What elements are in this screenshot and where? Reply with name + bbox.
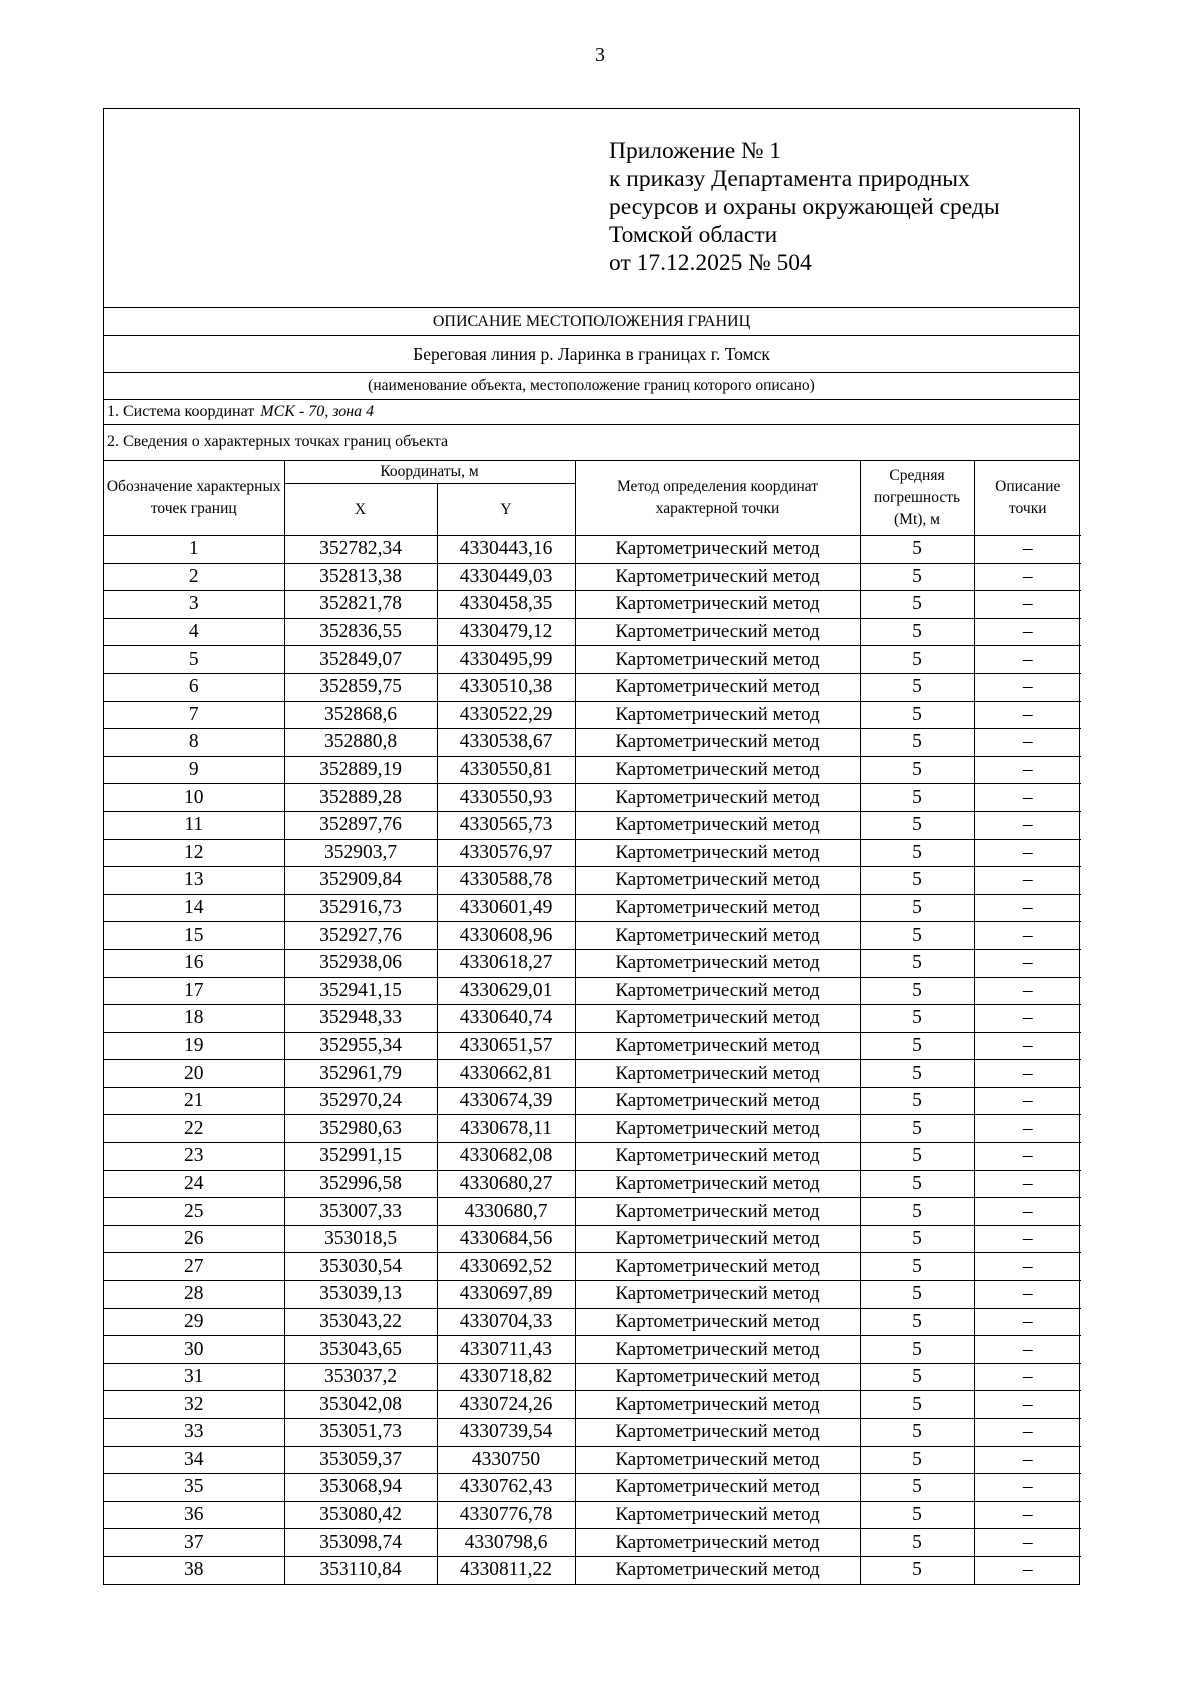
table-row [104,1363,1081,1391]
point-number-cell: 2 [104,563,284,591]
description-cell: – [974,1308,1081,1336]
method-cell: Картометрический метод [575,811,860,839]
method-cell: Картометрический метод [575,1281,860,1309]
error-cell: 5 [860,1529,974,1557]
method-cell: Картометрический метод [575,894,860,922]
description-cell: – [974,811,1081,839]
description-cell: – [974,1501,1081,1529]
x-coordinate-cell: 352909,84 [284,867,437,895]
y-coordinate-cell: 4330588,78 [437,867,575,895]
point-number-cell: 23 [104,1143,284,1171]
description-cell: – [974,1556,1081,1583]
x-coordinate-cell: 353030,54 [284,1253,437,1281]
y-coordinate-cell: 4330692,52 [437,1253,575,1281]
y-coordinate-cell: 4330629,01 [437,977,575,1005]
y-coordinate-cell: 4330601,49 [437,894,575,922]
appendix-line: к приказу Департамента природных [609,166,970,192]
method-cell: Картометрический метод [575,729,860,757]
method-cell: Картометрический метод [575,563,860,591]
table-row [104,839,1081,867]
method-cell: Картометрический метод [575,839,860,867]
error-cell: 5 [860,591,974,619]
table-row [104,591,1081,619]
y-coordinate-cell: 4330682,08 [437,1143,575,1171]
point-number-cell: 10 [104,784,284,812]
y-coordinate-cell: 4330538,67 [437,729,575,757]
point-number-cell: 26 [104,1225,284,1253]
description-cell: – [974,867,1081,895]
x-coordinate-cell: 353110,84 [284,1556,437,1583]
y-coordinate-cell: 4330711,43 [437,1336,575,1364]
error-cell: 5 [860,756,974,784]
table-row [104,784,1081,812]
error-cell: 5 [860,729,974,757]
description-cell: – [974,1253,1081,1281]
description-cell: – [974,618,1081,646]
table-row [104,729,1081,757]
point-number-cell: 3 [104,591,284,619]
description-cell: – [974,563,1081,591]
x-coordinate-cell: 353039,13 [284,1281,437,1309]
error-cell: 5 [860,1253,974,1281]
y-coordinate-cell: 4330565,73 [437,811,575,839]
y-coordinate-cell: 4330550,93 [437,784,575,812]
method-cell: Картометрический метод [575,1032,860,1060]
description-cell: – [974,1225,1081,1253]
coordinate-system-value: МСК - 70, зона 4 [260,403,375,420]
error-cell: 5 [860,563,974,591]
x-coordinate-cell: 353037,2 [284,1363,437,1391]
method-cell: Картометрический метод [575,1419,860,1447]
x-coordinate-cell: 353059,37 [284,1446,437,1474]
x-coordinate-cell: 352916,73 [284,894,437,922]
x-coordinate-cell: 352941,15 [284,977,437,1005]
table-row [104,922,1081,950]
error-cell: 5 [860,1005,974,1033]
y-coordinate-cell: 4330762,43 [437,1474,575,1502]
description-cell: – [974,1005,1081,1033]
y-coordinate-cell: 4330651,57 [437,1032,575,1060]
header-description: Описание точки [974,461,1081,536]
table-row [104,1032,1081,1060]
x-coordinate-cell: 352782,34 [284,536,437,564]
point-number-cell: 4 [104,618,284,646]
method-cell: Картометрический метод [575,949,860,977]
point-number-cell: 27 [104,1253,284,1281]
y-coordinate-cell: 4330443,16 [437,536,575,564]
point-number-cell: 33 [104,1419,284,1447]
section-2-label: 2. Сведения о характерных точках границ объекта [104,425,1079,461]
x-coordinate-cell: 352927,76 [284,922,437,950]
description-cell: – [974,1032,1081,1060]
point-number-cell: 34 [104,1446,284,1474]
y-coordinate-cell: 4330704,33 [437,1308,575,1336]
page-number: 3 [595,44,605,66]
table-row [104,1336,1081,1364]
point-number-cell: 31 [104,1363,284,1391]
x-coordinate-cell: 353043,22 [284,1308,437,1336]
y-coordinate-cell: 4330510,38 [437,673,575,701]
description-cell: – [974,1087,1081,1115]
table-row [104,1474,1081,1502]
description-cell: – [974,1336,1081,1364]
y-coordinate-cell: 4330776,78 [437,1501,575,1529]
method-cell: Картометрический метод [575,784,860,812]
x-coordinate-cell: 352970,24 [284,1087,437,1115]
points-table [104,461,1081,1584]
point-number-cell: 20 [104,1060,284,1088]
y-coordinate-cell: 4330697,89 [437,1281,575,1309]
error-cell: 5 [860,1115,974,1143]
error-cell: 5 [860,1501,974,1529]
header-x: X [284,484,437,536]
x-coordinate-cell: 353051,73 [284,1419,437,1447]
x-coordinate-cell: 352903,7 [284,839,437,867]
x-coordinate-cell: 353068,94 [284,1474,437,1502]
table-row [104,1060,1081,1088]
method-cell: Картометрический метод [575,1198,860,1226]
method-cell: Картометрический метод [575,1391,860,1419]
error-cell: 5 [860,618,974,646]
error-cell: 5 [860,922,974,950]
error-cell: 5 [860,1556,974,1583]
method-cell: Картометрический метод [575,1143,860,1171]
point-number-cell: 36 [104,1501,284,1529]
table-row [104,536,1081,564]
table-row [104,867,1081,895]
y-coordinate-cell: 4330674,39 [437,1087,575,1115]
x-coordinate-cell: 352996,58 [284,1170,437,1198]
point-number-cell: 14 [104,894,284,922]
method-cell: Картометрический метод [575,1474,860,1502]
description-cell: – [974,839,1081,867]
error-cell: 5 [860,701,974,729]
method-cell: Картометрический метод [575,1363,860,1391]
table-row [104,1529,1081,1557]
description-cell: – [974,1419,1081,1447]
y-coordinate-cell: 4330662,81 [437,1060,575,1088]
error-cell: 5 [860,1474,974,1502]
appendix-line: от 17.12.2025 № 504 [609,250,812,276]
error-cell: 5 [860,1419,974,1447]
y-coordinate-cell: 4330739,54 [437,1419,575,1447]
method-cell: Картометрический метод [575,1253,860,1281]
method-cell: Картометрический метод [575,1501,860,1529]
header-method: Метод определения координат характерной точки [575,461,860,536]
description-cell: – [974,922,1081,950]
point-number-cell: 7 [104,701,284,729]
description-cell: – [974,646,1081,674]
header-error: Средняя погрешность (Mt), м [860,461,974,536]
method-cell: Картометрический метод [575,673,860,701]
error-cell: 5 [860,839,974,867]
y-coordinate-cell: 4330718,82 [437,1363,575,1391]
error-cell: 5 [860,1225,974,1253]
table-row [104,1446,1081,1474]
method-cell: Картометрический метод [575,1115,860,1143]
method-cell: Картометрический метод [575,1308,860,1336]
description-cell: – [974,1115,1081,1143]
method-cell: Картометрический метод [575,591,860,619]
x-coordinate-cell: 353018,5 [284,1225,437,1253]
x-coordinate-cell: 352880,8 [284,729,437,757]
method-cell: Картометрический метод [575,1336,860,1364]
point-number-cell: 32 [104,1391,284,1419]
method-cell: Картометрический метод [575,646,860,674]
appendix-line: Томской области [609,222,778,248]
table-row [104,1170,1081,1198]
y-coordinate-cell: 4330750 [437,1446,575,1474]
error-cell: 5 [860,1281,974,1309]
table-row [104,701,1081,729]
method-cell: Картометрический метод [575,1170,860,1198]
table-row [104,949,1081,977]
x-coordinate-cell: 352961,79 [284,1060,437,1088]
header-coordinates: Координаты, м [284,461,575,484]
y-coordinate-cell: 4330495,99 [437,646,575,674]
method-cell: Картометрический метод [575,1087,860,1115]
error-cell: 5 [860,1170,974,1198]
y-coordinate-cell: 4330550,81 [437,756,575,784]
point-number-cell: 28 [104,1281,284,1309]
object-name: Береговая линия р. Ларинка в границах г. Томск [104,336,1079,373]
point-number-cell: 25 [104,1198,284,1226]
method-cell: Картометрический метод [575,977,860,1005]
table-row [104,1391,1081,1419]
method-cell: Картометрический метод [575,1446,860,1474]
description-cell: – [974,1474,1081,1502]
description-cell: – [974,977,1081,1005]
method-cell: Картометрический метод [575,1005,860,1033]
x-coordinate-cell: 353080,42 [284,1501,437,1529]
description-cell: – [974,729,1081,757]
description-cell: – [974,1281,1081,1309]
x-coordinate-cell: 352980,63 [284,1115,437,1143]
point-number-cell: 13 [104,867,284,895]
x-coordinate-cell: 352948,33 [284,1005,437,1033]
error-cell: 5 [860,784,974,812]
x-coordinate-cell: 352813,38 [284,563,437,591]
x-coordinate-cell: 353007,33 [284,1198,437,1226]
coordinate-system-label: 1. Система координат [107,403,255,420]
point-number-cell: 19 [104,1032,284,1060]
x-coordinate-cell: 352849,07 [284,646,437,674]
x-coordinate-cell: 352859,75 [284,673,437,701]
x-coordinate-cell: 352889,19 [284,756,437,784]
y-coordinate-cell: 4330618,27 [437,949,575,977]
y-coordinate-cell: 4330522,29 [437,701,575,729]
point-number-cell: 1 [104,536,284,564]
x-coordinate-cell: 352836,55 [284,618,437,646]
point-number-cell: 6 [104,673,284,701]
error-cell: 5 [860,1446,974,1474]
description-cell: – [974,701,1081,729]
point-number-cell: 21 [104,1087,284,1115]
point-number-cell: 22 [104,1115,284,1143]
error-cell: 5 [860,673,974,701]
x-coordinate-cell: 352955,34 [284,1032,437,1060]
method-cell: Картометрический метод [575,1529,860,1557]
point-number-cell: 35 [104,1474,284,1502]
method-cell: Картометрический метод [575,618,860,646]
error-cell: 5 [860,1308,974,1336]
error-cell: 5 [860,1391,974,1419]
appendix-block [609,137,1000,277]
description-cell: – [974,591,1081,619]
table-row [104,1115,1081,1143]
description-cell: – [974,894,1081,922]
y-coordinate-cell: 4330684,56 [437,1225,575,1253]
table-row [104,1419,1081,1447]
x-coordinate-cell: 353098,74 [284,1529,437,1557]
header-y: Y [437,484,575,536]
point-number-cell: 30 [104,1336,284,1364]
method-cell: Картометрический метод [575,1225,860,1253]
description-cell: – [974,1060,1081,1088]
y-coordinate-cell: 4330680,7 [437,1198,575,1226]
x-coordinate-cell: 352938,06 [284,949,437,977]
y-coordinate-cell: 4330798,6 [437,1529,575,1557]
description-cell: – [974,1391,1081,1419]
x-coordinate-cell: 353042,08 [284,1391,437,1419]
document-frame [103,108,1080,1585]
error-cell: 5 [860,1363,974,1391]
error-cell: 5 [860,1087,974,1115]
error-cell: 5 [860,1032,974,1060]
y-coordinate-cell: 4330449,03 [437,563,575,591]
method-cell: Картометрический метод [575,922,860,950]
appendix-line: ресурсов и охраны окружающей среды [609,194,1000,220]
table-row [104,1143,1081,1171]
y-coordinate-cell: 4330811,22 [437,1556,575,1583]
description-cell: – [974,673,1081,701]
error-cell: 5 [860,1336,974,1364]
x-coordinate-cell: 352991,15 [284,1143,437,1171]
description-cell: – [974,1529,1081,1557]
table-row [104,673,1081,701]
point-number-cell: 29 [104,1308,284,1336]
document-title: ОПИСАНИЕ МЕСТОПОЛОЖЕНИЯ ГРАНИЦ [104,308,1079,336]
table-row [104,646,1081,674]
y-coordinate-cell: 4330680,27 [437,1170,575,1198]
point-number-cell: 15 [104,922,284,950]
table-row [104,977,1081,1005]
table-row [104,1556,1081,1583]
description-cell: – [974,949,1081,977]
table-row [104,1253,1081,1281]
method-cell: Картометрический метод [575,536,860,564]
y-coordinate-cell: 4330458,35 [437,591,575,619]
x-coordinate-cell: 352897,76 [284,811,437,839]
table-row [104,894,1081,922]
table-row [104,1308,1081,1336]
error-cell: 5 [860,949,974,977]
point-number-cell: 12 [104,839,284,867]
description-cell: – [974,1143,1081,1171]
description-cell: – [974,756,1081,784]
error-cell: 5 [860,894,974,922]
y-coordinate-cell: 4330724,26 [437,1391,575,1419]
description-cell: – [974,1363,1081,1391]
x-coordinate-cell: 352889,28 [284,784,437,812]
error-cell: 5 [860,977,974,1005]
x-coordinate-cell: 352868,6 [284,701,437,729]
point-number-cell: 24 [104,1170,284,1198]
method-cell: Картометрический метод [575,1556,860,1583]
x-coordinate-cell: 352821,78 [284,591,437,619]
header-point: Обозначение характерных точек границ [104,461,284,536]
table-row [104,1501,1081,1529]
error-cell: 5 [860,1060,974,1088]
point-number-cell: 38 [104,1556,284,1583]
table-row [104,1281,1081,1309]
y-coordinate-cell: 4330678,11 [437,1115,575,1143]
table-row [104,618,1081,646]
point-number-cell: 8 [104,729,284,757]
point-number-cell: 5 [104,646,284,674]
error-cell: 5 [860,811,974,839]
y-coordinate-cell: 4330479,12 [437,618,575,646]
points-table-body [104,536,1081,1584]
point-number-cell: 16 [104,949,284,977]
method-cell: Картометрический метод [575,701,860,729]
point-number-cell: 18 [104,1005,284,1033]
point-number-cell: 11 [104,811,284,839]
method-cell: Картометрический метод [575,756,860,784]
coordinate-system-row [104,400,1079,425]
table-row [104,563,1081,591]
description-cell: – [974,784,1081,812]
error-cell: 5 [860,1143,974,1171]
point-number-cell: 37 [104,1529,284,1557]
point-number-cell: 9 [104,756,284,784]
point-number-cell: 17 [104,977,284,1005]
error-cell: 5 [860,1198,974,1226]
x-coordinate-cell: 353043,65 [284,1336,437,1364]
error-cell: 5 [860,867,974,895]
method-cell: Картометрический метод [575,867,860,895]
description-cell: – [974,1170,1081,1198]
table-row [104,756,1081,784]
description-cell: – [974,1198,1081,1226]
description-cell: – [974,1446,1081,1474]
y-coordinate-cell: 4330576,97 [437,839,575,867]
table-row [104,1005,1081,1033]
table-row [104,1225,1081,1253]
error-cell: 5 [860,646,974,674]
table-row [104,811,1081,839]
description-cell: – [974,536,1081,564]
y-coordinate-cell: 4330608,96 [437,922,575,950]
appendix-header [104,109,1079,308]
object-caption: (наименование объекта, местоположение границ которого описано) [104,373,1079,400]
error-cell: 5 [860,536,974,564]
table-row [104,1198,1081,1226]
y-coordinate-cell: 4330640,74 [437,1005,575,1033]
appendix-line: Приложение № 1 [609,138,782,164]
method-cell: Картометрический метод [575,1060,860,1088]
table-row [104,1087,1081,1115]
